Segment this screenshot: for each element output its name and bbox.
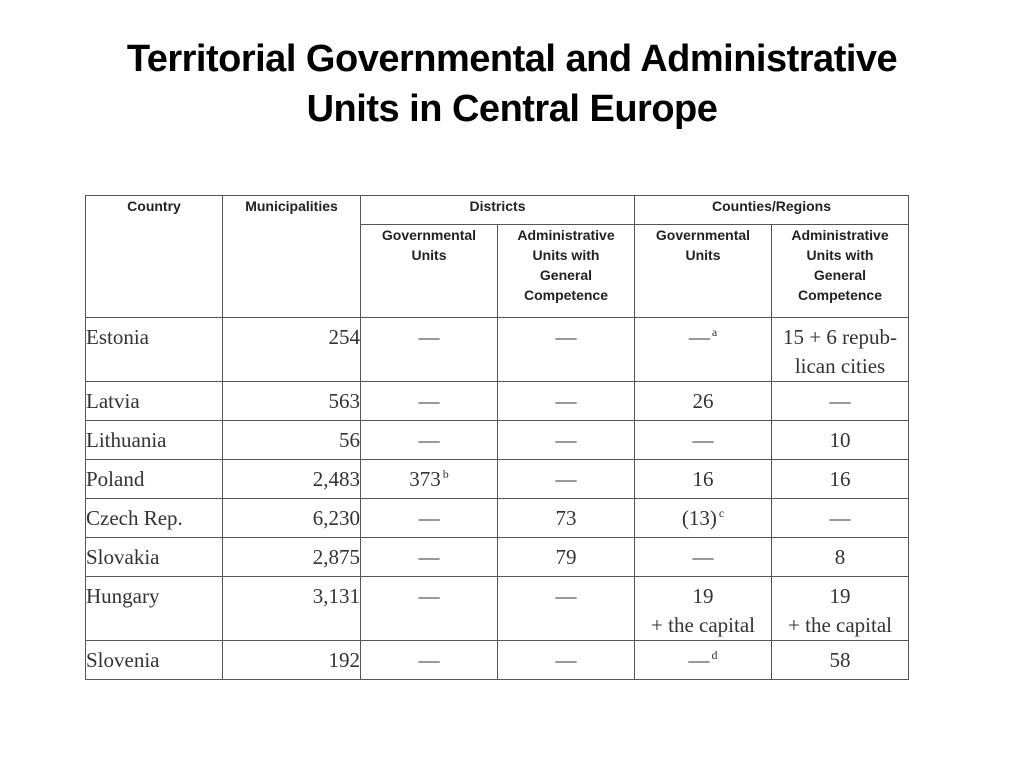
cell-districts-gov: — <box>361 421 498 460</box>
header-counties-administrative-text: Administrative Units with General Competence <box>791 227 889 303</box>
header-counties-regions: Counties/Regions <box>635 196 909 225</box>
cell-counties-gov: 26 <box>635 382 772 421</box>
cell-counties-gov: — <box>635 538 772 577</box>
cell-municipalities: 6,230 <box>223 499 361 538</box>
cell-counties-admin: 58 <box>772 641 909 680</box>
header-districts-administrative <box>498 225 635 318</box>
table-row <box>86 460 909 499</box>
table-row <box>86 318 909 382</box>
table-row <box>86 382 909 421</box>
footnote-marker: b <box>442 467 449 481</box>
header-counties-governmental <box>635 225 772 318</box>
cell-value-line-1: 15 + 6 repub- <box>783 325 897 349</box>
cell-value-line-2: + the capital <box>651 613 755 637</box>
header-districts-governmental-text: Governmental Units <box>381 227 477 263</box>
cell-districts-gov: — <box>361 641 498 680</box>
cell-counties-admin: — <box>772 382 909 421</box>
cell-value-line-2: lican cities <box>794 354 886 378</box>
cell-municipalities: 56 <box>223 421 361 460</box>
cell-counties-gov: — <box>635 421 772 460</box>
cell-value: (13) <box>681 506 717 530</box>
cell-value: — <box>688 648 710 672</box>
cell-country: Czech Rep. <box>86 499 223 538</box>
cell-country: Lithuania <box>86 421 223 460</box>
cell-counties-admin: 16 <box>772 460 909 499</box>
table-row <box>86 538 909 577</box>
cell-districts-admin: — <box>498 460 635 499</box>
footnote-marker: d <box>711 648 718 662</box>
cell-value-line-1: 19 <box>829 584 851 608</box>
header-municipalities: Municipalities <box>223 196 361 318</box>
cell-value: — <box>688 325 710 349</box>
header-country: Country <box>86 196 223 318</box>
cell-value-line-1: 19 <box>692 584 714 608</box>
cell-districts-gov: — <box>361 318 498 382</box>
cell-districts-admin: 73 <box>498 499 635 538</box>
cell-counties-gov <box>635 641 772 680</box>
cell-value-line-2: + the capital <box>788 613 892 637</box>
title-line-2: Units in Central Europe <box>306 88 718 130</box>
cell-municipalities: 563 <box>223 382 361 421</box>
title-line-1: Territorial Governmental and Administrative <box>126 38 898 80</box>
header-districts: Districts <box>361 196 635 225</box>
cell-districts-admin: — <box>498 382 635 421</box>
cell-value: 373 <box>409 467 441 491</box>
cell-districts-gov: — <box>361 499 498 538</box>
cell-counties-admin <box>772 577 909 641</box>
cell-municipalities: 3,131 <box>223 577 361 641</box>
cell-districts-admin: 79 <box>498 538 635 577</box>
cell-districts-gov: — <box>361 382 498 421</box>
cell-municipalities: 254 <box>223 318 361 382</box>
cell-municipalities: 2,875 <box>223 538 361 577</box>
cell-counties-gov <box>635 499 772 538</box>
header-counties-governmental-text: Governmental Units <box>655 227 751 263</box>
cell-country: Hungary <box>86 577 223 641</box>
header-districts-administrative-text: Administrative Units with General Competence <box>517 227 615 303</box>
cell-districts-admin: — <box>498 318 635 382</box>
cell-country: Slovenia <box>86 641 223 680</box>
table-row <box>86 499 909 538</box>
cell-counties-gov <box>635 318 772 382</box>
cell-districts-admin: — <box>498 641 635 680</box>
cell-counties-admin <box>772 318 909 382</box>
table-row <box>86 641 909 680</box>
cell-counties-admin: 8 <box>772 538 909 577</box>
cell-districts-gov: — <box>361 577 498 641</box>
cell-country: Estonia <box>86 318 223 382</box>
header-districts-governmental <box>361 225 498 318</box>
cell-country: Poland <box>86 460 223 499</box>
table-row <box>86 577 909 641</box>
cell-municipalities: 2,483 <box>223 460 361 499</box>
table-row <box>86 421 909 460</box>
footnote-marker: a <box>711 325 718 339</box>
footnote-marker: c <box>718 506 725 520</box>
cell-counties-admin: 10 <box>772 421 909 460</box>
cell-counties-admin: — <box>772 499 909 538</box>
slide-title <box>0 34 1024 134</box>
cell-country: Slovakia <box>86 538 223 577</box>
cell-districts-admin: — <box>498 421 635 460</box>
cell-districts-admin: — <box>498 577 635 641</box>
cell-municipalities: 192 <box>223 641 361 680</box>
units-table <box>85 195 909 680</box>
cell-districts-gov: — <box>361 538 498 577</box>
cell-counties-gov: 16 <box>635 460 772 499</box>
header-counties-administrative <box>772 225 909 318</box>
cell-counties-gov <box>635 577 772 641</box>
cell-districts-gov <box>361 460 498 499</box>
cell-country: Latvia <box>86 382 223 421</box>
